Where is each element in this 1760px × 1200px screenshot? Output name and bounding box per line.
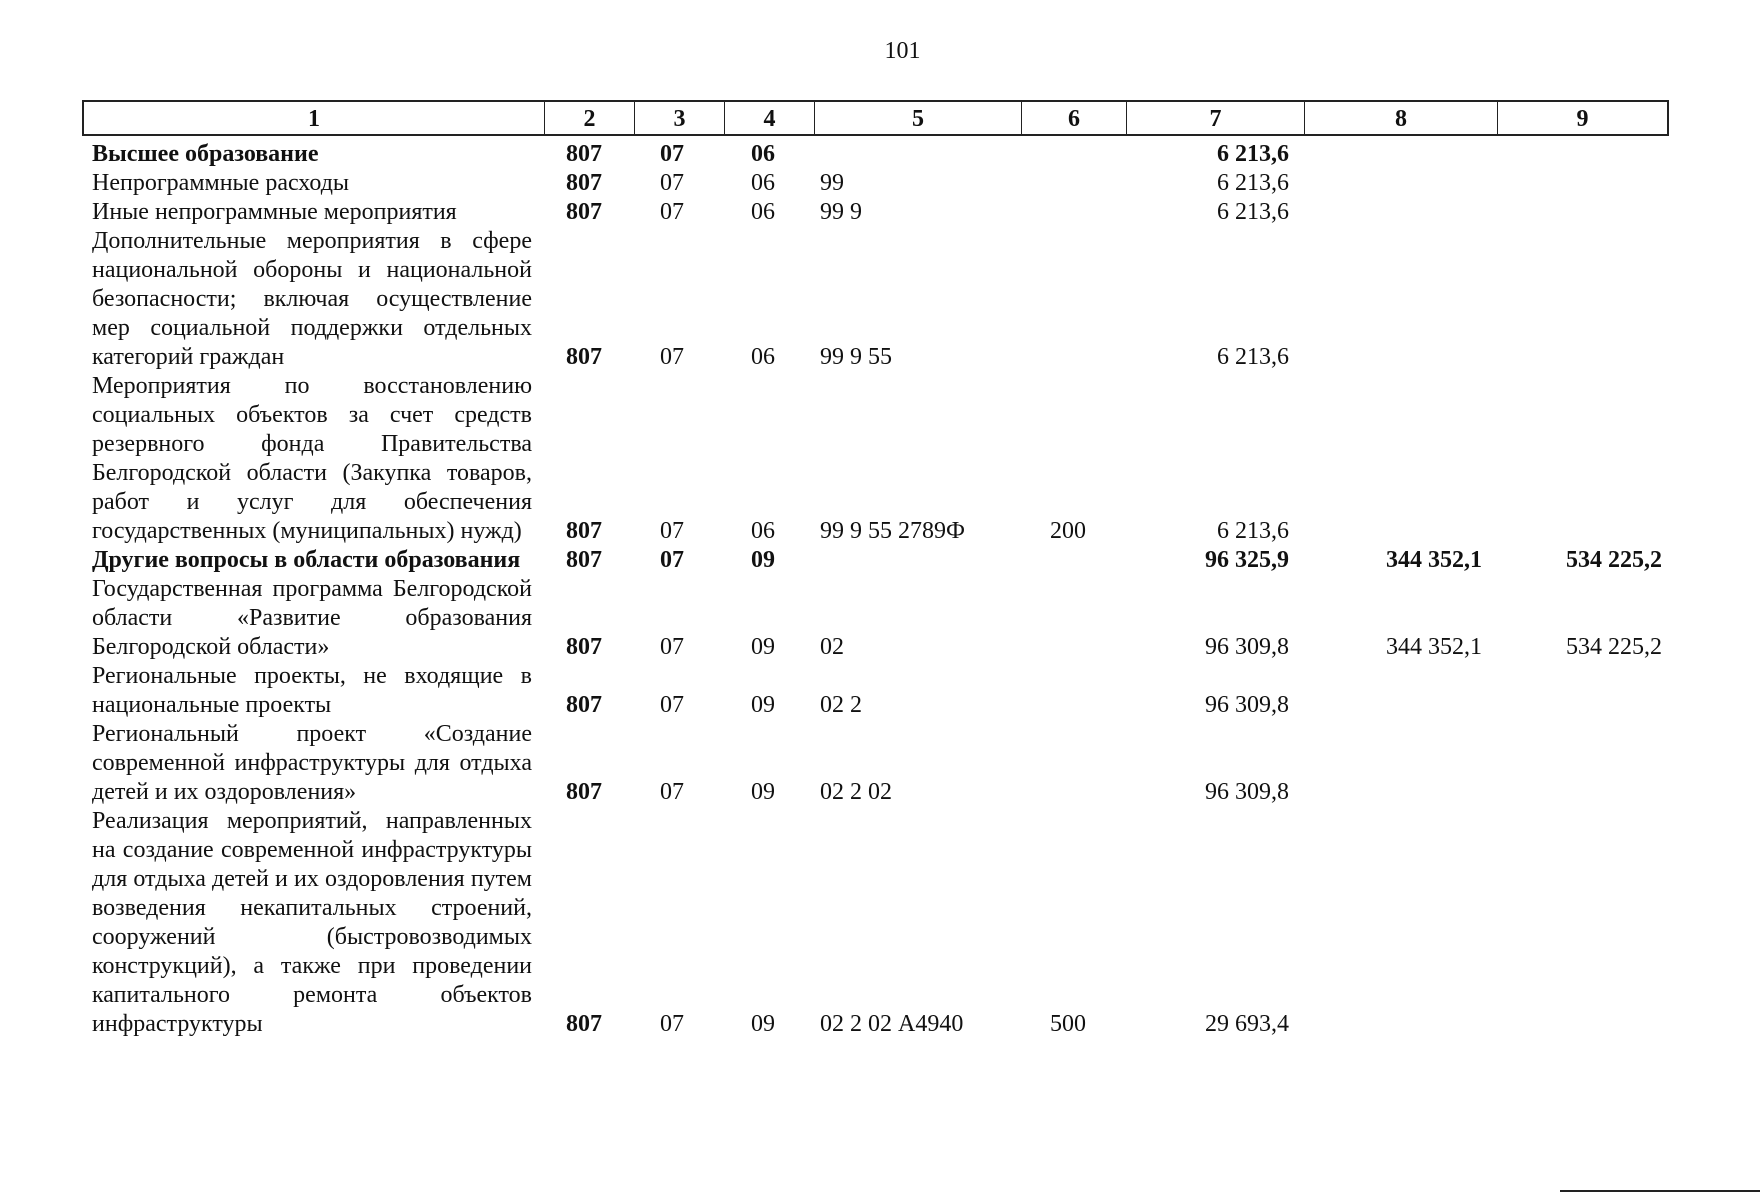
row-name: Мероприятия по восстановлению социальных объектов за счет средств резервного фонда Правительства Белгородской области (Закупка товаров, работ и услуг для обеспечения государственных (муниципальных) нужд) bbox=[92, 373, 532, 544]
cell-c7: 6 213,6 bbox=[1217, 141, 1289, 167]
header-col-5: 5 bbox=[814, 102, 1021, 134]
cell-c2: 807 bbox=[566, 170, 602, 196]
cell-c2: 807 bbox=[566, 692, 602, 718]
cell-c5: 99 9 55 bbox=[820, 344, 892, 370]
header-col-6: 6 bbox=[1021, 102, 1126, 134]
header-col-9: 9 bbox=[1497, 102, 1667, 134]
cell-c3: 07 bbox=[660, 141, 684, 167]
cell-c9: 534 225,2 bbox=[1566, 634, 1662, 660]
cell-c4: 06 bbox=[751, 518, 775, 544]
header-col-1: 1 bbox=[308, 106, 320, 132]
header-col-2: 2 bbox=[544, 102, 634, 134]
cell-c4: 06 bbox=[751, 199, 775, 225]
cell-c5: 02 2 02 А4940 bbox=[820, 1011, 964, 1037]
cell-c4: 09 bbox=[751, 634, 775, 660]
table-row bbox=[0, 169, 1760, 198]
scan-edge-line bbox=[1560, 1190, 1760, 1192]
cell-c8: 344 352,1 bbox=[1386, 634, 1482, 660]
cell-c3: 07 bbox=[660, 518, 684, 544]
cell-c5: 99 9 bbox=[820, 199, 862, 225]
cell-c2: 807 bbox=[566, 1011, 602, 1037]
table-row bbox=[0, 198, 1760, 227]
cell-c4: 06 bbox=[751, 170, 775, 196]
row-name: Высшее образование bbox=[92, 141, 319, 167]
cell-c5: 02 bbox=[820, 634, 844, 660]
cell-c6: 200 bbox=[1050, 518, 1086, 544]
cell-c9: 534 225,2 bbox=[1566, 547, 1662, 573]
cell-c6: 500 bbox=[1050, 1011, 1086, 1037]
cell-c2: 807 bbox=[566, 518, 602, 544]
row-name: Непрограммные расходы bbox=[92, 170, 350, 196]
cell-c2: 807 bbox=[566, 634, 602, 660]
cell-c7: 6 213,6 bbox=[1217, 199, 1289, 225]
table-body bbox=[0, 140, 1760, 1039]
cell-c7: 6 213,6 bbox=[1217, 344, 1289, 370]
cell-c4: 06 bbox=[751, 344, 775, 370]
cell-c2: 807 bbox=[566, 141, 602, 167]
table-row bbox=[0, 662, 1760, 720]
header-col-3: 3 bbox=[634, 102, 724, 134]
row-name: Другие вопросы в области образования bbox=[92, 547, 521, 573]
cell-c7: 6 213,6 bbox=[1217, 518, 1289, 544]
cell-c5: 02 2 02 bbox=[820, 779, 892, 805]
cell-c7: 96 309,8 bbox=[1205, 692, 1289, 718]
cell-c7: 6 213,6 bbox=[1217, 170, 1289, 196]
header-col-8: 8 bbox=[1304, 102, 1497, 134]
row-name: Государственная программа Белгородской области «Развитие образования Белгородской области» bbox=[92, 576, 532, 660]
row-name: Иные непрограммные мероприятия bbox=[92, 199, 457, 225]
cell-c4: 09 bbox=[751, 692, 775, 718]
row-name: Дополнительные мероприятия в сфере национальной обороны и национальной безопасности; включая осуществление мер социальной поддержки отдельных категорий граждан bbox=[92, 228, 532, 370]
cell-c3: 07 bbox=[660, 199, 684, 225]
cell-c4: 09 bbox=[751, 547, 775, 573]
cell-c2: 807 bbox=[566, 344, 602, 370]
row-name: Реализация мероприятий, направленных на создание современной инфраструктуры для отдыха детей и их оздоровления путем возведения некапитальных строений, сооружений (быстровозводимых конструкций), а также при проведении капитального ремонта объектов инфраструктуры bbox=[92, 808, 532, 1037]
header-col-4: 4 bbox=[724, 102, 814, 134]
cell-c2: 807 bbox=[566, 199, 602, 225]
table-header bbox=[82, 100, 1669, 136]
cell-c5: 99 9 55 2789Ф bbox=[820, 518, 965, 544]
cell-c5: 99 bbox=[820, 170, 844, 196]
cell-c3: 07 bbox=[660, 1011, 684, 1037]
cell-c7: 29 693,4 bbox=[1205, 1011, 1289, 1037]
cell-c3: 07 bbox=[660, 634, 684, 660]
cell-c4: 09 bbox=[751, 779, 775, 805]
header-col-7: 7 bbox=[1126, 102, 1304, 134]
table-row bbox=[0, 140, 1760, 169]
cell-c5: 02 2 bbox=[820, 692, 862, 718]
cell-c3: 07 bbox=[660, 779, 684, 805]
cell-c3: 07 bbox=[660, 692, 684, 718]
cell-c7: 96 325,9 bbox=[1205, 547, 1289, 573]
cell-c2: 807 bbox=[566, 547, 602, 573]
table-row bbox=[0, 546, 1760, 575]
row-name: Региональный проект «Создание современной инфраструктуры для отдыха детей и их оздоровления» bbox=[92, 721, 532, 805]
table-row bbox=[0, 807, 1760, 1039]
cell-c3: 07 bbox=[660, 344, 684, 370]
cell-c3: 07 bbox=[660, 547, 684, 573]
cell-c4: 06 bbox=[751, 141, 775, 167]
cell-c4: 09 bbox=[751, 1011, 775, 1037]
table-row bbox=[0, 372, 1760, 546]
cell-c7: 96 309,8 bbox=[1205, 634, 1289, 660]
row-name: Региональные проекты, не входящие в национальные проекты bbox=[92, 663, 532, 718]
table-row bbox=[0, 720, 1760, 807]
table-row bbox=[0, 227, 1760, 372]
table-row bbox=[0, 575, 1760, 662]
cell-c7: 96 309,8 bbox=[1205, 779, 1289, 805]
cell-c3: 07 bbox=[660, 170, 684, 196]
cell-c8: 344 352,1 bbox=[1386, 547, 1482, 573]
page-number: 101 bbox=[884, 38, 921, 64]
cell-c2: 807 bbox=[566, 779, 602, 805]
